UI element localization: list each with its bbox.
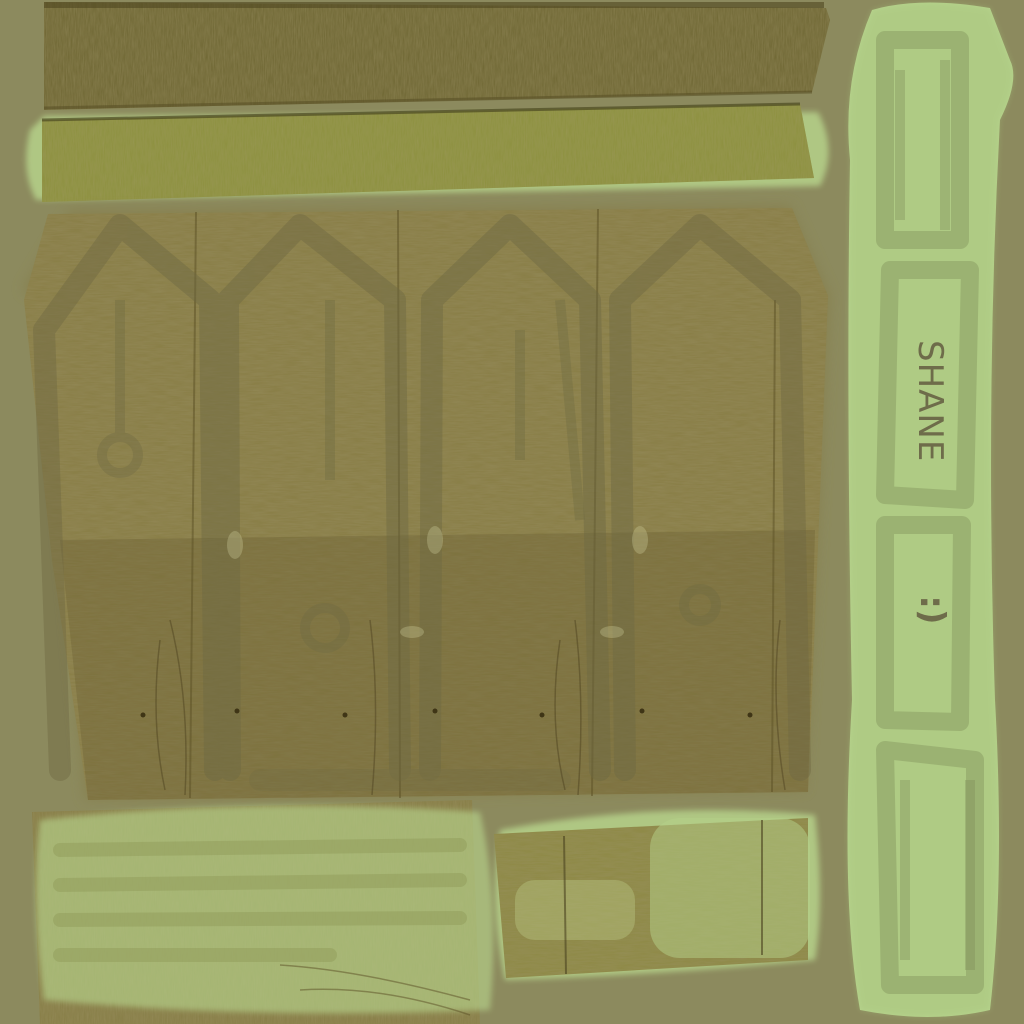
smiley-face: :) [912, 595, 952, 625]
bottom-middle-block [494, 810, 820, 980]
fence-panel [22, 205, 830, 800]
signature-name: SHANE [910, 340, 950, 463]
second-plank [26, 104, 828, 202]
right-post [848, 2, 1014, 1017]
bottom-left-block [32, 800, 493, 1024]
top-plank [44, 2, 830, 110]
